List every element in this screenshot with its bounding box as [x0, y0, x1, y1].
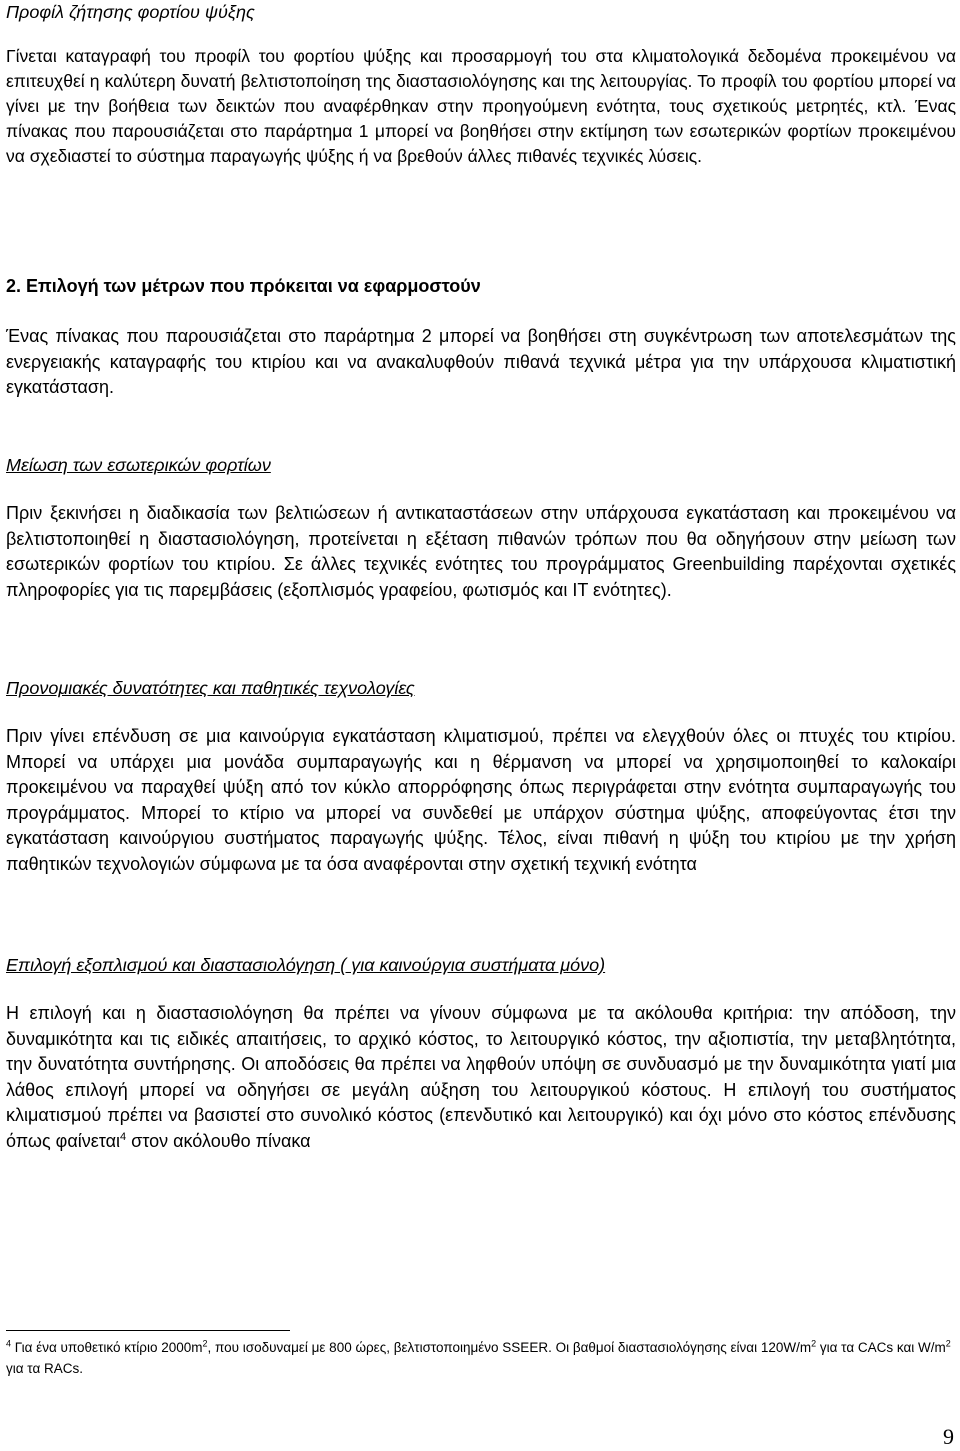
paragraph-tail-text: στον ακόλουθο πίνακα [126, 1130, 311, 1151]
footnote-sup-a: 2 [202, 1338, 208, 1349]
section-title-advanced-tech: Προνομιακές δυνατότητες και παθητικές τεχνολογίες [6, 678, 415, 698]
paragraph-text: Ένας πίνακας που παρουσιάζεται στο παράρτημα 2 μπορεί να βοηθήσει στη συγκέντρωση των αποτελεσμάτων της ενεργειακής καταγραφής του κτιρίου και να ανακαλυφθούν πιθανά τεχνικά μέτρα για την υπάρχουσα κλιματιστική εγκατάσταση. [6, 326, 956, 397]
section-cooling-load-profile [6, 0, 956, 24]
section-measures [6, 274, 956, 298]
paragraph-text: Πριν γίνει επένδυση σε μια καινούργια εγκατάσταση κλιματισμού, πρέπει να ελεγχθούν όλες οι πτυχές του κτιρίου. Μπορεί να υπάρχει μια μονάδα συμπαραγωγής και η θέρμανση να μπορεί να χρησιμοποιηθεί το καλοκαίρι προκειμένου να παραχθεί ψύξη από τον κύκλο απορρόφησης όπως περιγράφεται στην ενότητα συμπαραγωγής του προγράμματος. Μπορεί το κτίριο να μπορεί να συνδεθεί με υπάρχον σύστημα ψύξης, αποφεύγοντας έτσι την εγκατάσταση καινούργιου συστήματος παραγωγής ψύξης. Τέλος, είναι πιθανή η ψύξη του κτιρίου με την χρήση παθητικών τεχνολογιών σύμφωνα με τα όσα αναφέρονται στην σχετική τεχνική ενότητα [6, 726, 956, 874]
footnote-number: 4 [6, 1338, 12, 1349]
footnote-text-d: για τα RACs. [6, 1361, 84, 1376]
footnote-text-b: , που ισοδυναμεί με 800 ώρες, βελτιστοποιημένο SSEER. Οι βαθμοί διαστασιολόγησης είναι 120W/m [207, 1340, 812, 1355]
section-title-cooling-load-profile: Προφίλ ζήτησης φορτίου ψύξης [6, 2, 255, 22]
paragraph-cooling-load-profile [6, 44, 956, 169]
footnote-text-a: Για ένα υποθετικό κτίριο 2000m [11, 1340, 203, 1355]
section-advanced-tech [6, 676, 956, 700]
paragraph-main-text: Η επιλογή και η διαστασιολόγηση θα πρέπει να γίνουν σύμφωνα με τα ακόλουθα κριτήρια: την απόδοση, την δυναμικότητα και τις ειδικές απαιτήσεις, το αρχικό κόστος, το λειτουργικό κόστος, την αξιοπιστία, την μεταβλητότητα, την δυνατότητα συντήρησης. Οι αποδόσεις θα πρέπει να ληφθούν υπόψη σε συνδυασμό με την δυναμικότητα γιατί μια λάθος επιλογή μπορεί να οδηγήσει σε μεγάλη αύξηση του λειτουργικού κόστους. Η επιλογή του συστήματος κλιματισμού πρέπει να βασιστεί στο συνολικό κόστος (επενδυτικό και λειτουργικό) και όχι μόνο στο κόστος επένδυσης όπως φαίνεται [6, 1003, 956, 1151]
section-title-equipment-selection: Επιλογή εξοπλισμού και διαστασιολόγηση ( για καινούργια συστήματα μόνο) [6, 955, 606, 975]
footnote-sup-c: 2 [945, 1338, 951, 1349]
paragraph-measures [6, 324, 956, 401]
paragraph-text [6, 1001, 956, 1154]
footnote [6, 1337, 956, 1379]
paragraph-reduce-loads [6, 501, 956, 603]
paragraph-text: Γίνεται καταγραφή του προφίλ του φορτίου ψύξης και προσαρμογή του στα κλιματολογικά δεδομένα προκειμένου να επιτευχθεί η καλύτερη δυνατή βελτιστοποίηση της διαστασιολόγησης και της λειτουργίας. Το προφίλ του φορτίου μπορεί να γίνει με την βοήθεια των δεικτών που αναφέρθηκαν στην προηγούμενη ενότητα, τους σχετικούς μετρητές, κτλ. Ένας πίνακας που παρουσιάζεται στο παράρτημα 1 μπορεί να βοηθήσει στην εκτίμηση των εσωτερικών φορτίων προκειμένου να σχεδιαστεί το σύστημα παραγωγής ψύξης ή να βρεθούν άλλες πιθανές τεχνικές λύσεις. [6, 46, 956, 166]
footnote-sup-b: 2 [811, 1338, 817, 1349]
paragraph-equipment-selection [6, 1001, 956, 1154]
section-title-reduce-loads: Μείωση των εσωτερικών φορτίων [6, 455, 271, 475]
paragraph-advanced-tech [6, 724, 956, 877]
paragraph-text: Πριν ξεκινήσει η διαδικασία των βελτιώσεων ή αντικαταστάσεων στην υπάρχουσα εγκατάσταση και προκειμένου να βελτιστοποιηθεί η διαστασιολόγηση, προτείνεται η εξέταση πιθανών τρόπων που θα οδηγήσουν στην μείωση των εσωτερικών φορτίων του κτιρίου. Σε άλλες τεχνικές ενότητες του προγράμματος Greenbuilding παρέχονται σχετικές πληροφορίες για τις παρεμβάσεις (εξοπλισμός γραφείου, φωτισμός και IT ενότητες). [6, 503, 956, 600]
page-number: 9 [943, 1424, 954, 1449]
section-equipment-selection [6, 953, 956, 977]
footnote-divider [6, 1330, 290, 1331]
footnote-reference[interactable]: 4 [120, 1130, 127, 1143]
section-heading-measures: 2. Επιλογή των μέτρων που πρόκειται να εφαρμοστούν [6, 276, 481, 296]
section-reduce-loads [6, 453, 956, 477]
footnote-text-c: για τα CACs και W/m [816, 1340, 946, 1355]
